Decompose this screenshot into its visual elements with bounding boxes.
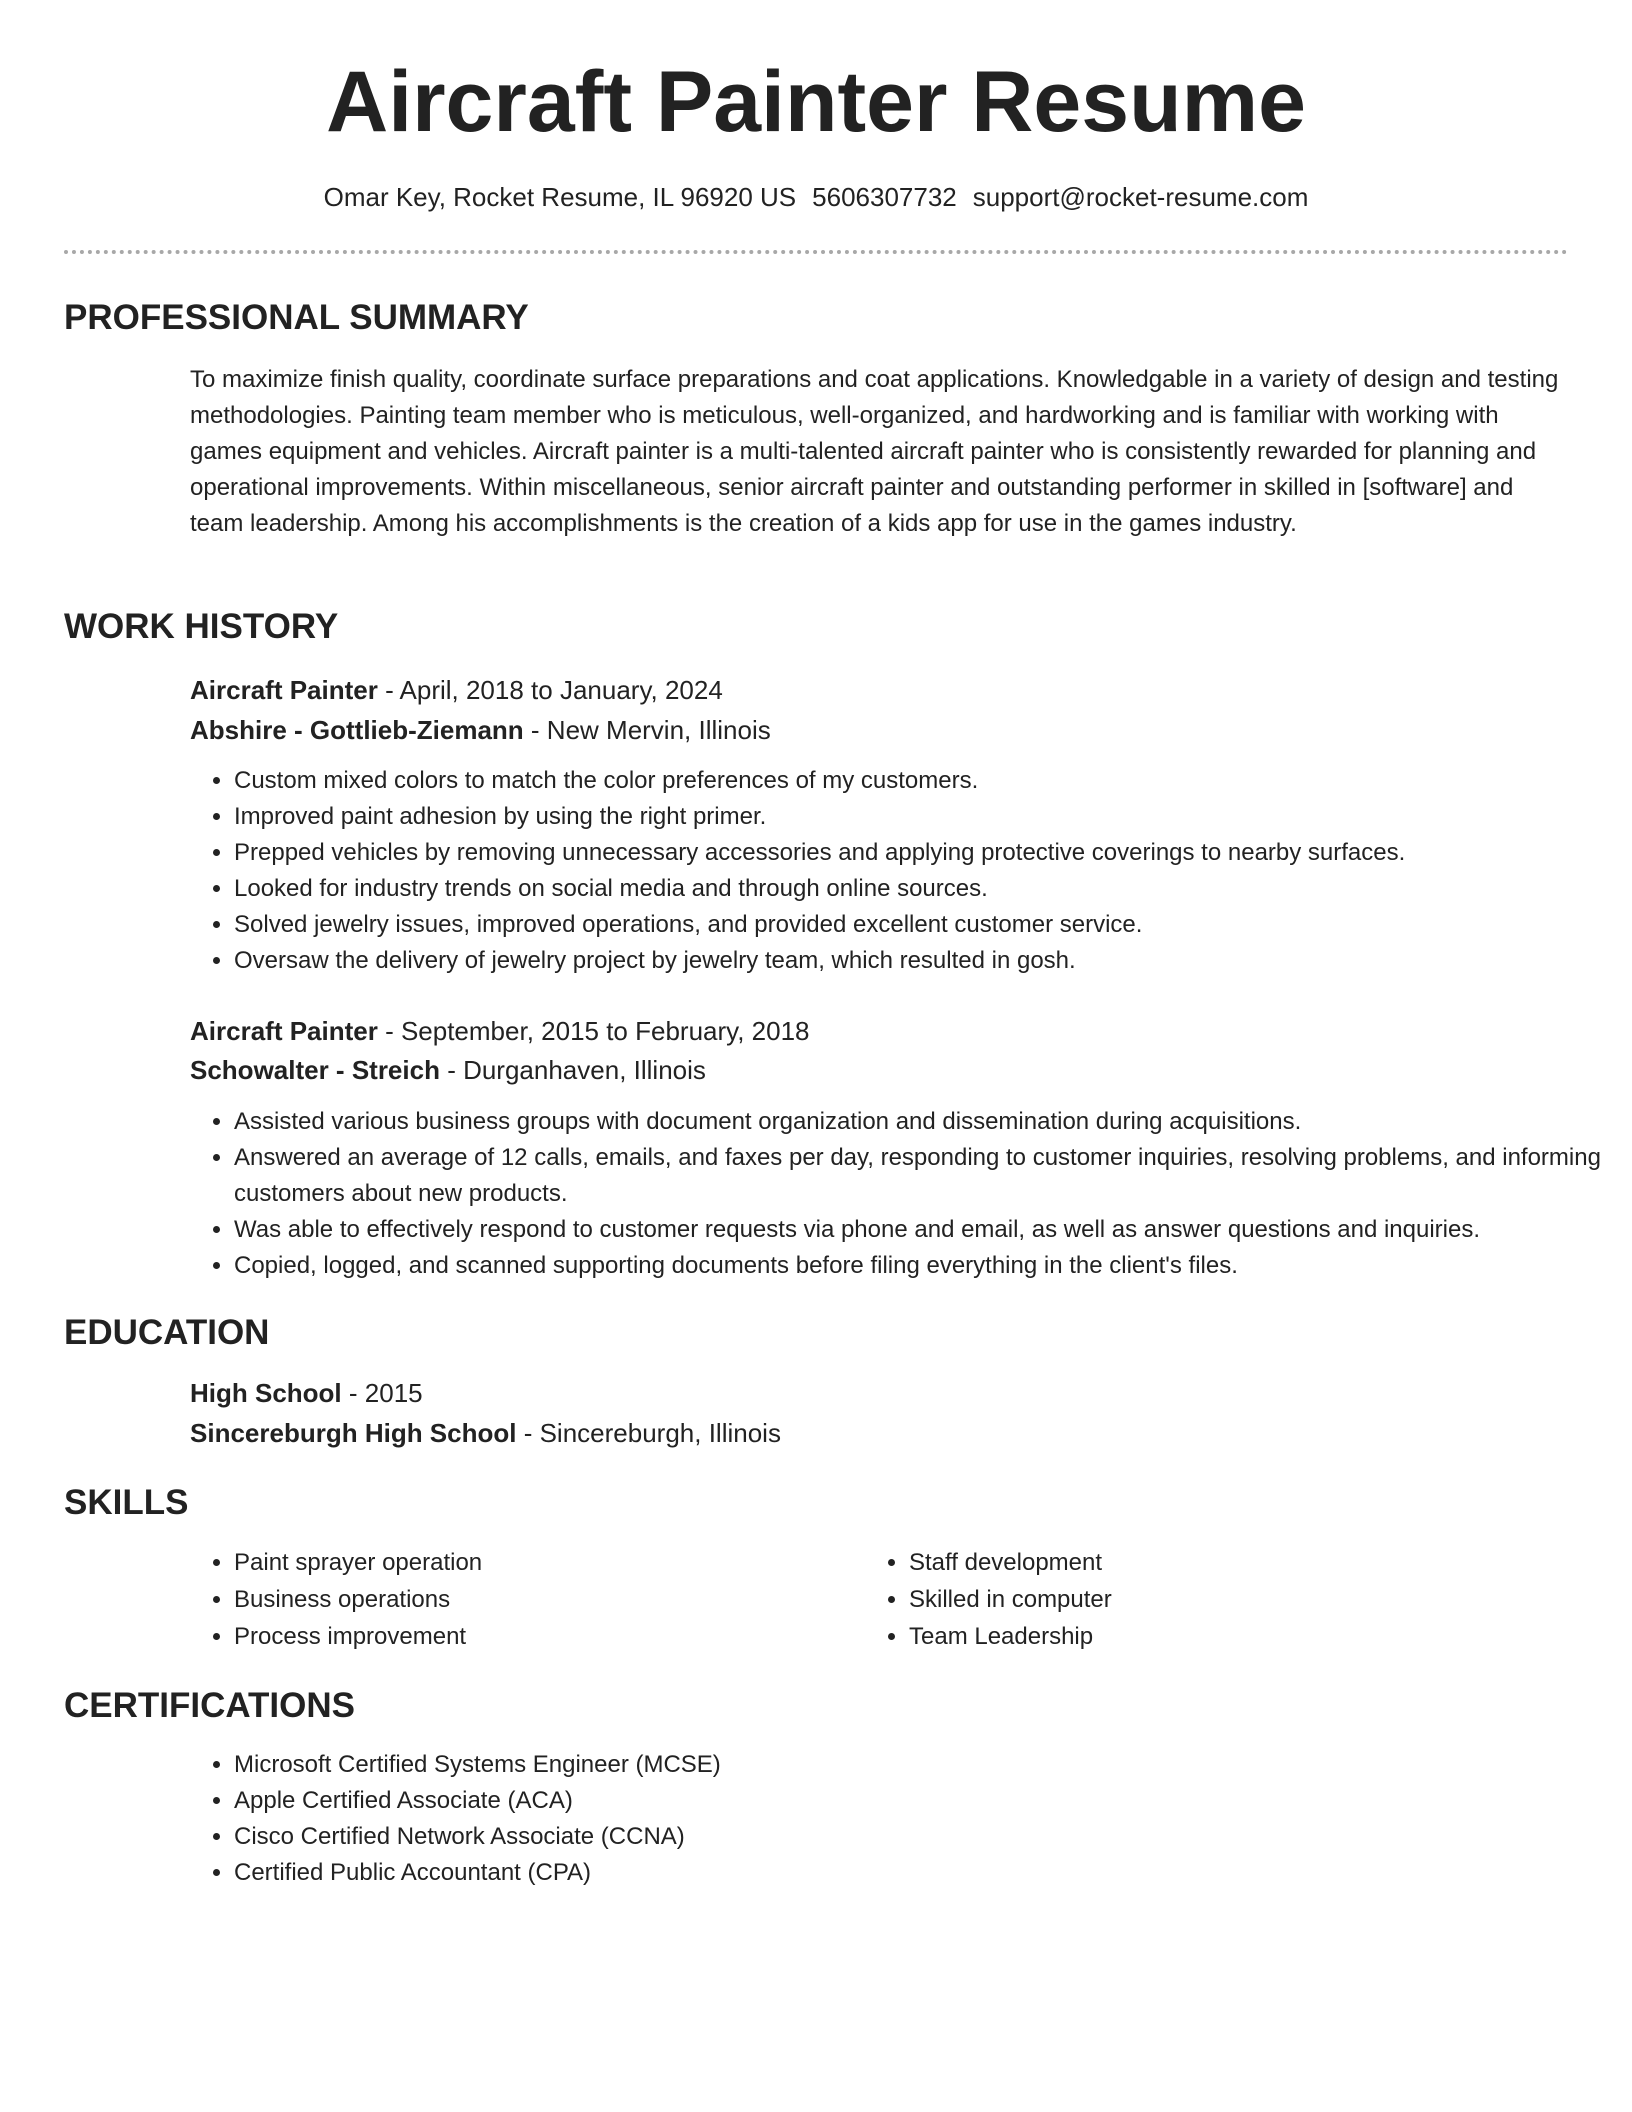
list-item: • Prepped vehicles by removing unnecessary accessories and applying protective coverings to nearby surfaces.: [234, 835, 1614, 871]
education-degree-line: [190, 1375, 423, 1411]
list-item: • Oversaw the delivery of jewelry project by jewelry team, which resulted in gosh.: [234, 943, 1614, 979]
job-1-company-line: [190, 712, 771, 748]
job-2-dates: - September, 2015 to February, 2018: [377, 1016, 810, 1046]
list-item: • Process improvement: [234, 1618, 854, 1655]
education-location: - Sincereburgh, Illinois: [516, 1418, 781, 1448]
list-item: • Copied, logged, and scanned supporting documents before filing everything in the client's files.: [234, 1248, 1614, 1284]
contact-phone: 5606307732: [812, 182, 957, 212]
certifications-list: [190, 1747, 1614, 1891]
list-item: • Custom mixed colors to match the color preferences of my customers.: [234, 763, 1614, 799]
job-2-title: Aircraft Painter: [190, 1016, 378, 1046]
skills-left-column: [190, 1544, 854, 1655]
job-2-location: - Durganhaven, Illinois: [439, 1055, 706, 1085]
list-item: • Paint sprayer operation: [234, 1544, 854, 1581]
job-1-bullets: [190, 763, 1614, 979]
list-item: • Team Leadership: [909, 1618, 1529, 1655]
list-item: • Staff development: [909, 1544, 1529, 1581]
education-degree: High School: [190, 1378, 342, 1408]
education-year: - 2015: [341, 1378, 423, 1408]
job-1-location: - New Mervin, Illinois: [523, 715, 771, 745]
list-item: • Answered an average of 12 calls, emails, and faxes per day, responding to customer inquiries, resolving problems, and informing customers about new products.: [234, 1140, 1614, 1212]
list-item: • Business operations: [234, 1581, 854, 1618]
job-2-company-line: [190, 1052, 706, 1088]
header-divider: [64, 250, 1568, 254]
list-item: • Cisco Certified Network Associate (CCNA): [234, 1819, 1614, 1855]
list-item: • Looked for industry trends on social media and through online sources.: [234, 871, 1614, 907]
resume-title: Aircraft Painter Resume: [326, 54, 1306, 150]
job-1-company: Abshire - Gottlieb-Ziemann: [190, 715, 524, 745]
contact-address: Omar Key, Rocket Resume, IL 96920 US: [323, 182, 797, 212]
list-item: • Solved jewelry issues, improved operations, and provided excellent customer service.: [234, 907, 1614, 943]
list-item: • Certified Public Accountant (CPA): [234, 1855, 1614, 1891]
certifications-heading: CERTIFICATIONS: [64, 1686, 356, 1725]
list-item: • Improved paint adhesion by using the right primer.: [234, 799, 1614, 835]
job-1-title-line: [190, 672, 723, 708]
list-item: • Skilled in computer: [909, 1581, 1529, 1618]
education-school-line: [190, 1415, 781, 1451]
work-history-heading: WORK HISTORY: [64, 607, 339, 646]
contact-line: [0, 180, 1632, 214]
job-2-company: Schowalter - Streich: [190, 1055, 440, 1085]
list-item: • Assisted various business groups with document organization and dissemination during acquisitions.: [234, 1104, 1614, 1140]
list-item: • Was able to effectively respond to customer requests via phone and email, as well as answer questions and inquiries.: [234, 1212, 1614, 1248]
job-2-bullets: [190, 1104, 1614, 1284]
skills-right-column: [865, 1544, 1529, 1655]
job-2-title-line: [190, 1013, 810, 1049]
education-heading: EDUCATION: [64, 1313, 270, 1352]
job-1-dates: - April, 2018 to January, 2024: [377, 675, 723, 705]
list-item: • Microsoft Certified Systems Engineer (MCSE): [234, 1747, 1614, 1783]
education-school: Sincereburgh High School: [190, 1418, 517, 1448]
skills-heading: SKILLS: [64, 1483, 189, 1522]
summary-text: To maximize finish quality, coordinate surface preparations and coat applications. Knowledgable in a variety of design and testing methodologies. Painting team member who is meticulous, well-organized, and hardworking and is familiar with working with games equipment and vehicles. Aircraft painter is a multi-talented aircraft painter who is consistently rewarded for planning and operational improvements. Within miscellaneous, senior aircraft painter and outstanding performer in skilled in [software] and team leadership. Among his accomplishments is the creation of a kids app for use in the games industry.: [190, 366, 1559, 537]
job-1-title: Aircraft Painter: [190, 675, 378, 705]
contact-email: support@rocket-resume.com: [972, 182, 1309, 212]
list-item: • Apple Certified Associate (ACA): [234, 1783, 1614, 1819]
summary-heading: PROFESSIONAL SUMMARY: [64, 298, 529, 337]
